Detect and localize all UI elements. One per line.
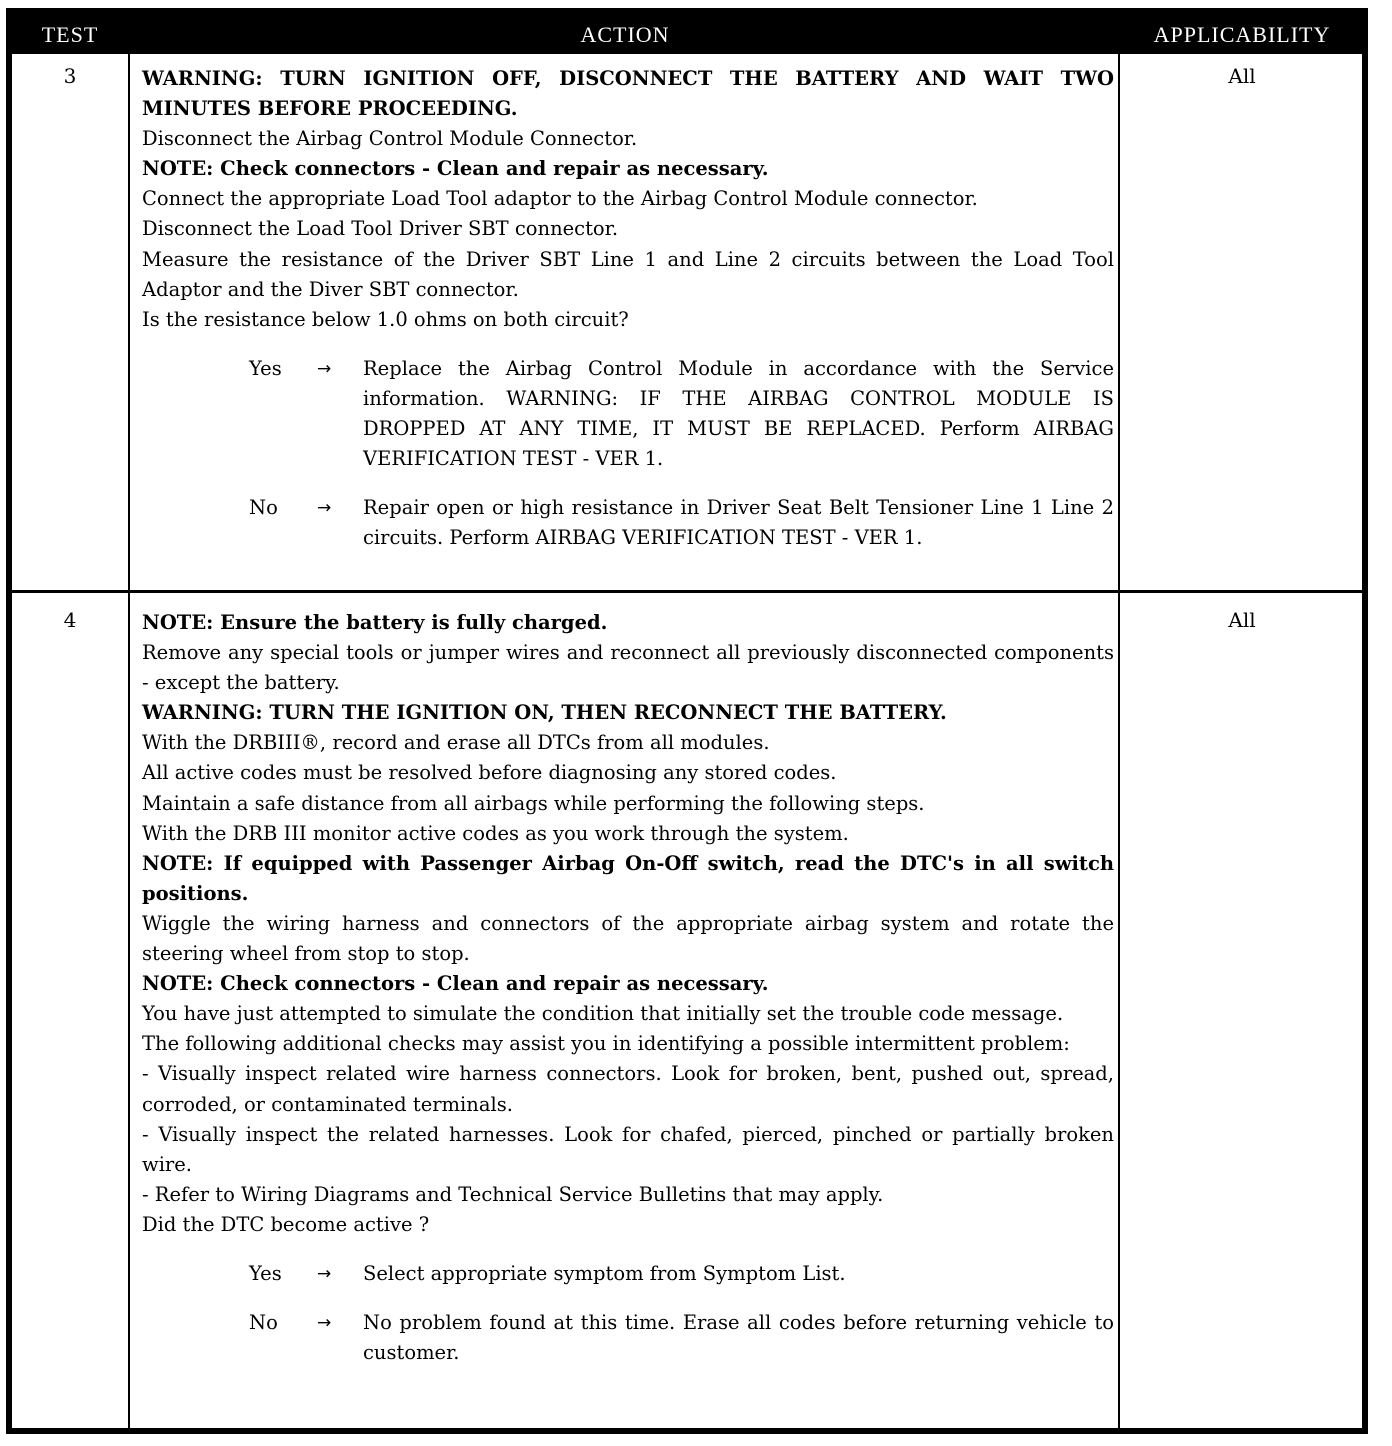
note-text: NOTE: If equipped with Passenger Airbag On-Off switch, read the DTC's in all switch positions. <box>142 851 1114 905</box>
applicability-value: All <box>1228 608 1256 632</box>
no-option <box>142 493 1114 553</box>
arrow-icon: → <box>317 1263 332 1284</box>
option-text: Repair open or high resistance in Driver Seat Belt Tensioner Line 1 Line 2 circuits. Perform AIRBAG VERIFICATION TEST - VER 1. <box>363 496 1114 550</box>
option-text: No problem found at this time. Erase all codes before returning vehicle to customer. <box>363 1311 1114 1365</box>
arrow-icon: → <box>317 358 332 379</box>
step-text: You have just attempted to simulate the condition that initially set the trouble code message. <box>142 1002 1064 1026</box>
table-header <box>12 14 1362 54</box>
diagnostic-table <box>6 8 1368 1434</box>
step-text: Maintain a safe distance from all airbags while performing the following steps. <box>142 791 925 815</box>
no-option <box>142 1308 1114 1368</box>
option-label: No <box>249 496 278 520</box>
note-text: NOTE: Check connectors - Clean and repair as necessary. <box>142 972 769 996</box>
step-text: The following additional checks may assist you in identifying a possible intermittent problem: <box>142 1032 1070 1056</box>
step-text: Disconnect the Airbag Control Module Connector. <box>142 127 638 151</box>
applicability-value: All <box>1228 64 1256 88</box>
step-text: Measure the resistance of the Driver SBT Line 1 and Line 2 circuits between the Load Tool Adaptor and the Diver SBT connector. <box>142 247 1114 301</box>
test-number: 3 <box>63 64 77 88</box>
arrow-icon: → <box>317 1313 332 1334</box>
step-text: All active codes must be resolved before diagnosing any stored codes. <box>142 761 837 785</box>
action-cell <box>142 64 1114 553</box>
option-label: No <box>249 1311 278 1335</box>
option-label: Yes <box>249 1261 282 1285</box>
step-text: Connect the appropriate Load Tool adaptor to the Airbag Control Module connector. <box>142 187 978 211</box>
note-text: NOTE: Check connectors - Clean and repair as necessary. <box>142 157 769 181</box>
step-text: Disconnect the Load Tool Driver SBT connector. <box>142 217 619 241</box>
warning-text: WARNING: TURN IGNITION OFF, DISCONNECT THE BATTERY AND WAIT TWO MINUTES BEFORE PROCEEDING. <box>142 67 1114 121</box>
arrow-icon: → <box>317 498 332 519</box>
column-divider <box>1118 54 1120 1428</box>
step-text: Wiggle the wiring harness and connectors of the appropriate airbag system and rotate the steering wheel from stop to stop. <box>142 911 1114 966</box>
question-text: Is the resistance below 1.0 ohms on both circuit? <box>142 307 629 331</box>
option-text: Select appropriate symptom from Symptom List. <box>363 1261 846 1285</box>
check-item: - Visually inspect the related harnesses. Look for chafed, pierced, pinched or partially broken wire. <box>142 1122 1114 1176</box>
option-text: Replace the Airbag Control Module in accordance with the Service information. WARNING: IF THE AIRBAG CONTROL MODULE IS DROPPED AT ANY TIME, IT MUST BE REPLACED. Perform AIRBAG VERIFICATION TEST - VER 1. <box>363 356 1114 471</box>
row-divider <box>12 590 1362 593</box>
column-divider <box>128 54 130 1428</box>
question-text: Did the DTC become active ? <box>142 1212 430 1236</box>
yes-option <box>142 354 1114 474</box>
header-action: ACTION <box>580 22 670 47</box>
header-test: TEST <box>41 22 99 47</box>
action-cell <box>142 608 1114 1368</box>
test-number: 4 <box>63 608 77 632</box>
yes-option <box>142 1259 1114 1289</box>
step-text: With the DRBIII®, record and erase all DTCs from all modules. <box>142 731 770 755</box>
option-label: Yes <box>249 356 282 380</box>
step-text: With the DRB III monitor active codes as you work through the system. <box>142 821 849 845</box>
header-applicability: APPLICABILITY <box>1153 22 1331 47</box>
step-text: Remove any special tools or jumper wires and reconnect all previously disconnected components - except the battery. <box>142 641 1114 695</box>
check-item: - Visually inspect related wire harness connectors. Look for broken, bent, pushed out, spread, corroded, or contaminated terminals. <box>142 1062 1114 1116</box>
warning-text: WARNING: TURN THE IGNITION ON, THEN RECONNECT THE BATTERY. <box>142 701 947 725</box>
check-item: - Refer to Wiring Diagrams and Technical Service Bulletins that may apply. <box>142 1182 884 1206</box>
note-text: NOTE: Ensure the battery is fully charged. <box>142 611 608 634</box>
